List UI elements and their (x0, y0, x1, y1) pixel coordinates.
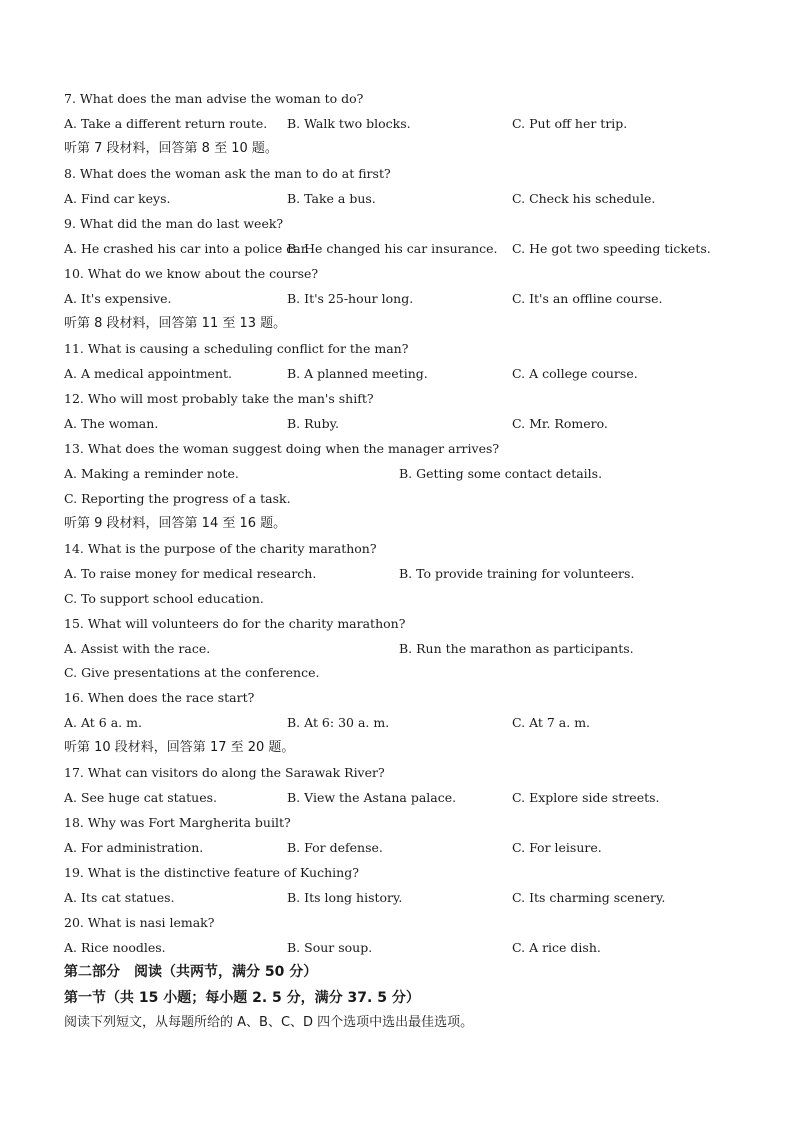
option-a: A. Take a different return route. (64, 116, 268, 131)
option-a: A. A medical appointment. (64, 366, 232, 381)
option-a: A. Its cat statues. (64, 890, 175, 905)
question-stem: 8. What does the woman ask the man to do at first? (64, 166, 391, 181)
question-stem: 17. What can visitors do along the Sarawak River? (64, 765, 385, 780)
option-a: A. See huge cat statues. (64, 790, 217, 805)
options-row (64, 364, 754, 384)
option-a: A. At 6 a. m. (64, 715, 142, 730)
options-row (64, 564, 754, 584)
options-row (64, 938, 754, 958)
option-b: B. Getting some contact details. (399, 466, 603, 481)
reading-instruction: 阅读下列短文，从每题所给的 A、B、C、D 四个选项中选出最佳选项。 (64, 1015, 474, 1030)
section-instruction: 听第 10 段材料，回答第 17 至 20 题。 (64, 740, 295, 755)
section-instruction: 听第 7 段材料，回答第 8 至 10 题。 (64, 141, 278, 156)
options-row (64, 713, 754, 733)
options-row (64, 663, 754, 683)
option-c: C. Give presentations at the conference. (64, 665, 320, 680)
question-stem: 19. What is the distinctive feature of Kuching? (64, 865, 359, 880)
option-a: A. Assist with the race. (64, 641, 211, 656)
question-stem: 12. Who will most probably take the man's shift? (64, 391, 374, 406)
option-a: A. Find car keys. (64, 191, 171, 206)
section-instruction: 听第 9 段材料，回答第 14 至 16 题。 (64, 516, 287, 531)
question-stem: 9. What did the man do last week? (64, 216, 284, 231)
option-a: A. For administration. (64, 840, 204, 855)
section-instruction: 听第 8 段材料，回答第 11 至 13 题。 (64, 316, 287, 331)
question-stem: 14. What is the purpose of the charity marathon? (64, 541, 377, 556)
option-c: C. Reporting the progress of a task. (64, 491, 291, 506)
option-a: A. Rice noodles. (64, 940, 166, 955)
option-c: C. Check his schedule. (512, 191, 656, 206)
option-b: B. Ruby. (287, 416, 339, 431)
option-c: C. Put off her trip. (512, 116, 628, 131)
option-b: B. Sour soup. (287, 940, 373, 955)
option-c: C. For leisure. (512, 840, 602, 855)
options-row (64, 414, 754, 434)
option-b: B. Its long history. (287, 890, 403, 905)
options-row (64, 464, 754, 484)
question-stem: 10. What do we know about the course? (64, 266, 319, 281)
options-row (64, 239, 754, 259)
question-stem: 15. What will volunteers do for the charity marathon? (64, 616, 406, 631)
question-stem: 7. What does the man advise the woman to do? (64, 91, 364, 106)
option-a: A. To raise money for medical research. (64, 566, 317, 581)
subsection-heading: 第一节（共 15 小题；每小题 2. 5 分，满分 37. 5 分） (64, 990, 420, 1006)
options-row (64, 639, 754, 659)
option-b: B. At 6: 30 a. m. (287, 715, 390, 730)
question-stem: 11. What is causing a scheduling conflict for the man? (64, 341, 409, 356)
options-row (64, 289, 754, 309)
options-row (64, 788, 754, 808)
option-c: C. To support school education. (64, 591, 264, 606)
option-a: A. He crashed his car into a police car. (64, 241, 310, 256)
option-a: A. The woman. (64, 416, 159, 431)
option-c: C. Mr. Romero. (512, 416, 608, 431)
option-b: B. Take a bus. (287, 191, 376, 206)
part-heading: 第二部分 阅读（共两节，满分 50 分） (64, 964, 318, 980)
option-a: A. It's expensive. (64, 291, 172, 306)
options-row (64, 888, 754, 908)
options-row (64, 838, 754, 858)
option-c: C. It's an offline course. (512, 291, 663, 306)
question-stem: 16. When does the race start? (64, 690, 255, 705)
option-c: C. At 7 a. m. (512, 715, 591, 730)
option-b: B. For defense. (287, 840, 383, 855)
options-row (64, 189, 754, 209)
options-row (64, 589, 754, 609)
option-c: C. A college course. (512, 366, 638, 381)
options-row (64, 489, 754, 509)
option-b: B. It's 25-hour long. (287, 291, 414, 306)
options-row (64, 114, 754, 134)
option-c: C. He got two speeding tickets. (512, 241, 711, 256)
option-c: C. Its charming scenery. (512, 890, 666, 905)
option-c: C. Explore side streets. (512, 790, 660, 805)
option-b: B. Run the marathon as participants. (399, 641, 634, 656)
option-a: A. Making a reminder note. (64, 466, 239, 481)
option-b: B. He changed his car insurance. (287, 241, 498, 256)
question-stem: 13. What does the woman suggest doing when the manager arrives? (64, 441, 500, 456)
option-b: B. A planned meeting. (287, 366, 428, 381)
question-stem: 18. Why was Fort Margherita built? (64, 815, 291, 830)
option-b: B. To provide training for volunteers. (399, 566, 635, 581)
option-b: B. Walk two blocks. (287, 116, 411, 131)
option-b: B. View the Astana palace. (287, 790, 457, 805)
question-stem: 20. What is nasi lemak? (64, 915, 215, 930)
option-c: C. A rice dish. (512, 940, 601, 955)
